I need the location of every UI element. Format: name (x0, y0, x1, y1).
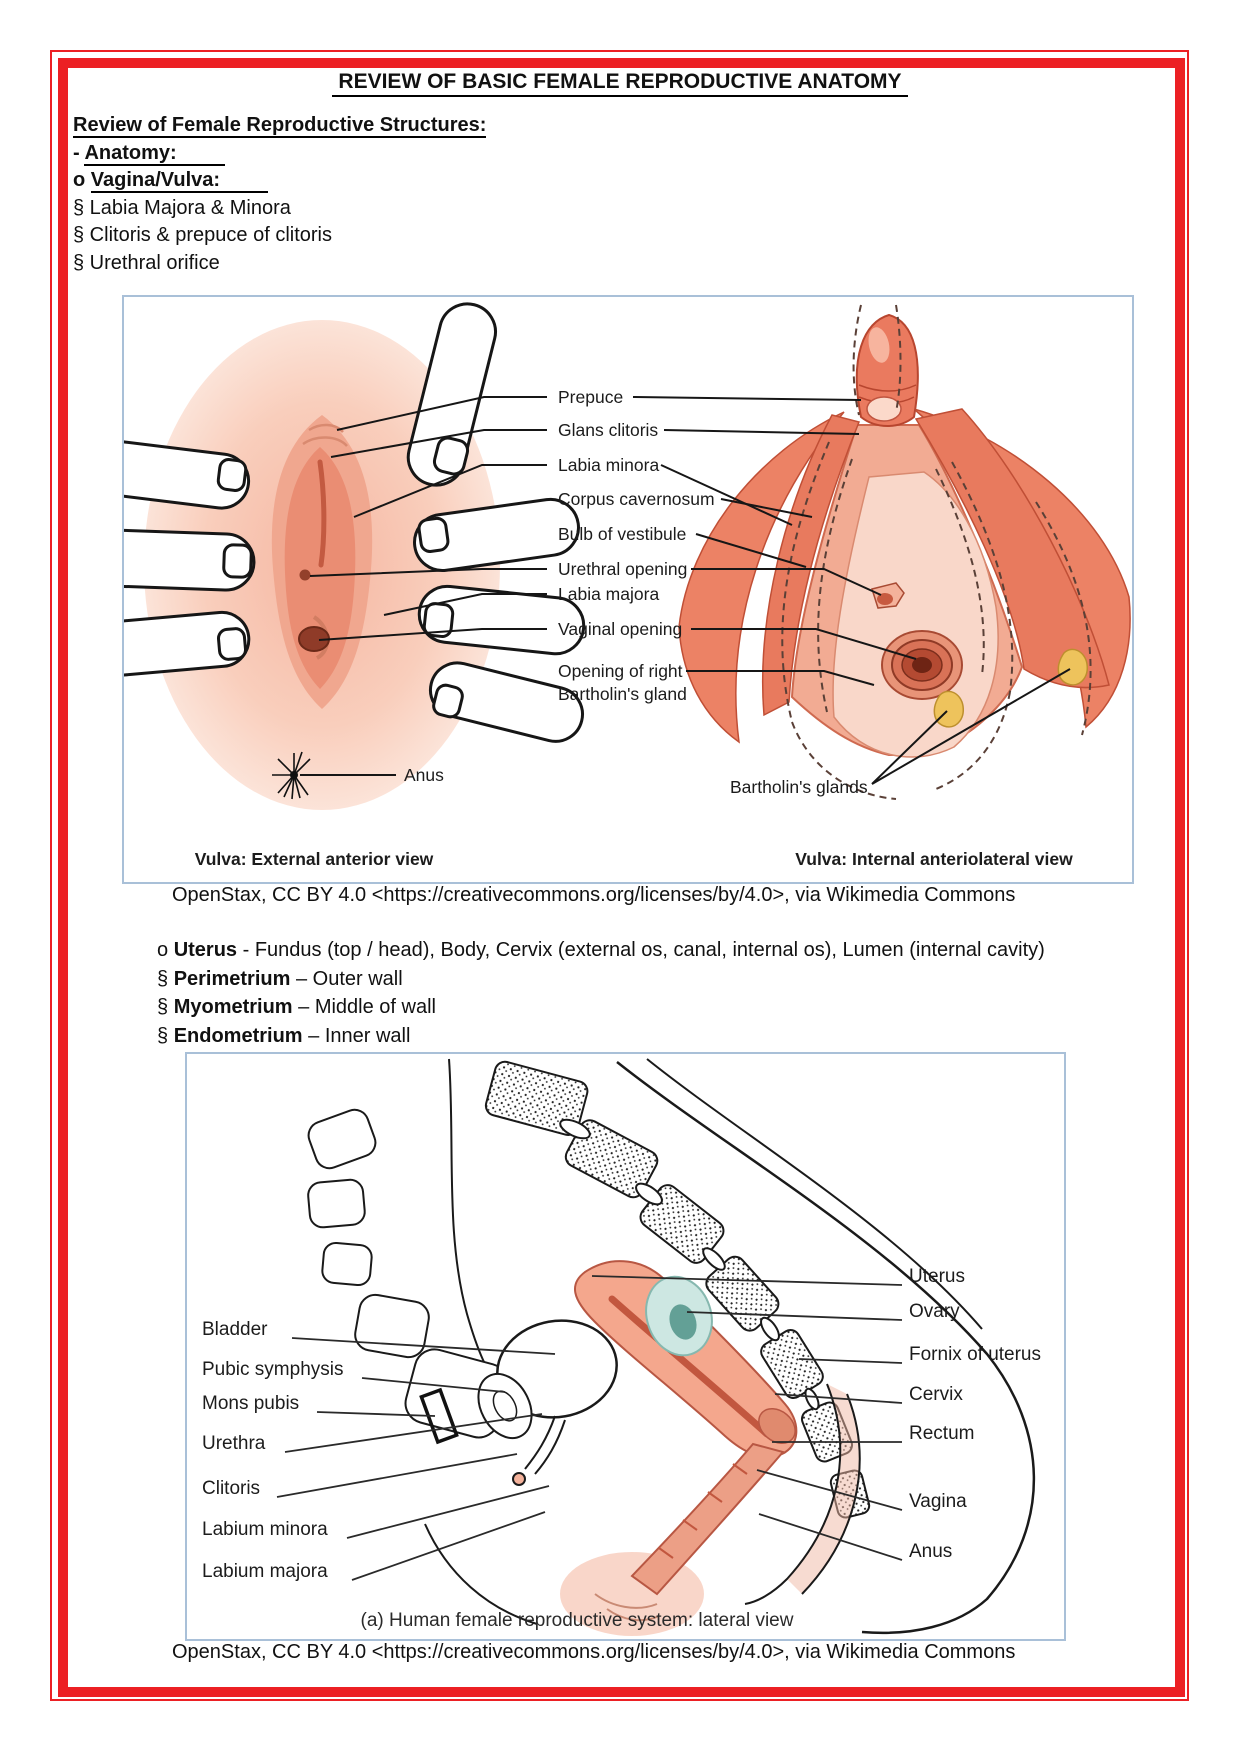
figure2-caption: (a) Human female reproductive system: lateral view (360, 1610, 794, 1631)
uterus-section (157, 936, 1045, 1050)
figure2-label-mons-pubis: Mons pubis (202, 1393, 300, 1414)
figure2-label-ovary: Ovary (909, 1301, 960, 1322)
figure1-label-labia-minora: Labia minora (558, 455, 660, 475)
intro-section (73, 112, 486, 277)
intro-line-vagina: o Vagina/Vulva: (73, 167, 486, 195)
figure1-attribution: OpenStax, CC BY 4.0 <https://creativecommons.org/licenses/by/4.0>, via Wikimedia Commons (172, 884, 1016, 906)
figure1-label-opening-right-bartholin: Opening of right Bartholin's gland (558, 661, 687, 704)
figure2-label-pubic-symphysis: Pubic symphysis (202, 1359, 344, 1380)
page-title (0, 70, 1240, 94)
figure1-label-glans-clitoris: Glans clitoris (558, 420, 659, 440)
vulva-external-view-art (124, 298, 588, 810)
intro-bullet-labia: § Labia Majora & Minora (73, 196, 291, 219)
figure2-label-vagina: Vagina (909, 1491, 967, 1512)
figure2-attribution: OpenStax, CC BY 4.0 <https://creativecommons.org/licenses/by/4.0>, via Wikimedia Commons (172, 1641, 1016, 1663)
figure2-lateral-view-diagram (185, 1052, 1066, 1641)
figure2-label-anus: Anus (909, 1541, 953, 1562)
figure1-label-prepuce: Prepuce (558, 387, 624, 407)
figure1-label-corpus-cavernosum: Corpus cavernosum (558, 489, 715, 509)
figure2-label-labium-minora: Labium minora (202, 1519, 328, 1540)
figure1-vulva-diagram (122, 295, 1134, 884)
figure2-label-clitoris: Clitoris (202, 1478, 261, 1499)
figure1-label-bulb-of-vestibule: Bulb of vestibule (558, 524, 687, 544)
figure2-label-rectum: Rectum (909, 1423, 975, 1444)
myometrium-line: § Myometrium – Middle of wall (157, 996, 436, 1018)
figure2-label-fornix-of-uterus: Fornix of uterus (909, 1344, 1041, 1365)
figure1-caption-external: Vulva: External anterior view (194, 849, 434, 869)
figure1-label-urethral-opening: Urethral opening (558, 559, 688, 579)
page-title-text: REVIEW OF BASIC FEMALE REPRODUCTIVE ANATOMY (332, 70, 907, 97)
vulva-internal-view-art (679, 305, 1130, 799)
intro-bullet-urethral: § Urethral orifice (73, 251, 220, 274)
uterus-line: o Uterus - Fundus (top / head), Body, Cervix (external os, canal, internal os), Lumen (internal cavity) (157, 939, 1045, 961)
figure1-caption-internal: Vulva: Internal anteriolateral view (795, 849, 1073, 869)
endometrium-line: § Endometrium – Inner wall (157, 1024, 411, 1047)
figure2-label-bladder: Bladder (202, 1319, 268, 1340)
figure2-label-cervix: Cervix (909, 1384, 963, 1405)
intro-bullet-clitoris: § Clitoris & prepuce of clitoris (73, 224, 332, 246)
figure2-label-urethra: Urethra (202, 1433, 266, 1454)
intro-line-anatomy: - Anatomy: (73, 140, 486, 168)
perimetrium-line: § Perimetrium – Outer wall (157, 967, 403, 990)
figure1-label-vaginal-opening: Vaginal opening (558, 619, 683, 639)
intro-heading: Review of Female Reproductive Structures: (73, 114, 487, 136)
figure2-label-uterus: Uterus (909, 1266, 965, 1287)
figure1-label-bartholins-glands: Bartholin's glands (730, 777, 868, 797)
figure1-label-anus: Anus (404, 765, 444, 785)
figure1-label-labia-majora: Labia majora (558, 584, 660, 604)
figure2-label-labium-majora: Labium majora (202, 1561, 328, 1582)
left-hand-fingers (124, 439, 255, 678)
